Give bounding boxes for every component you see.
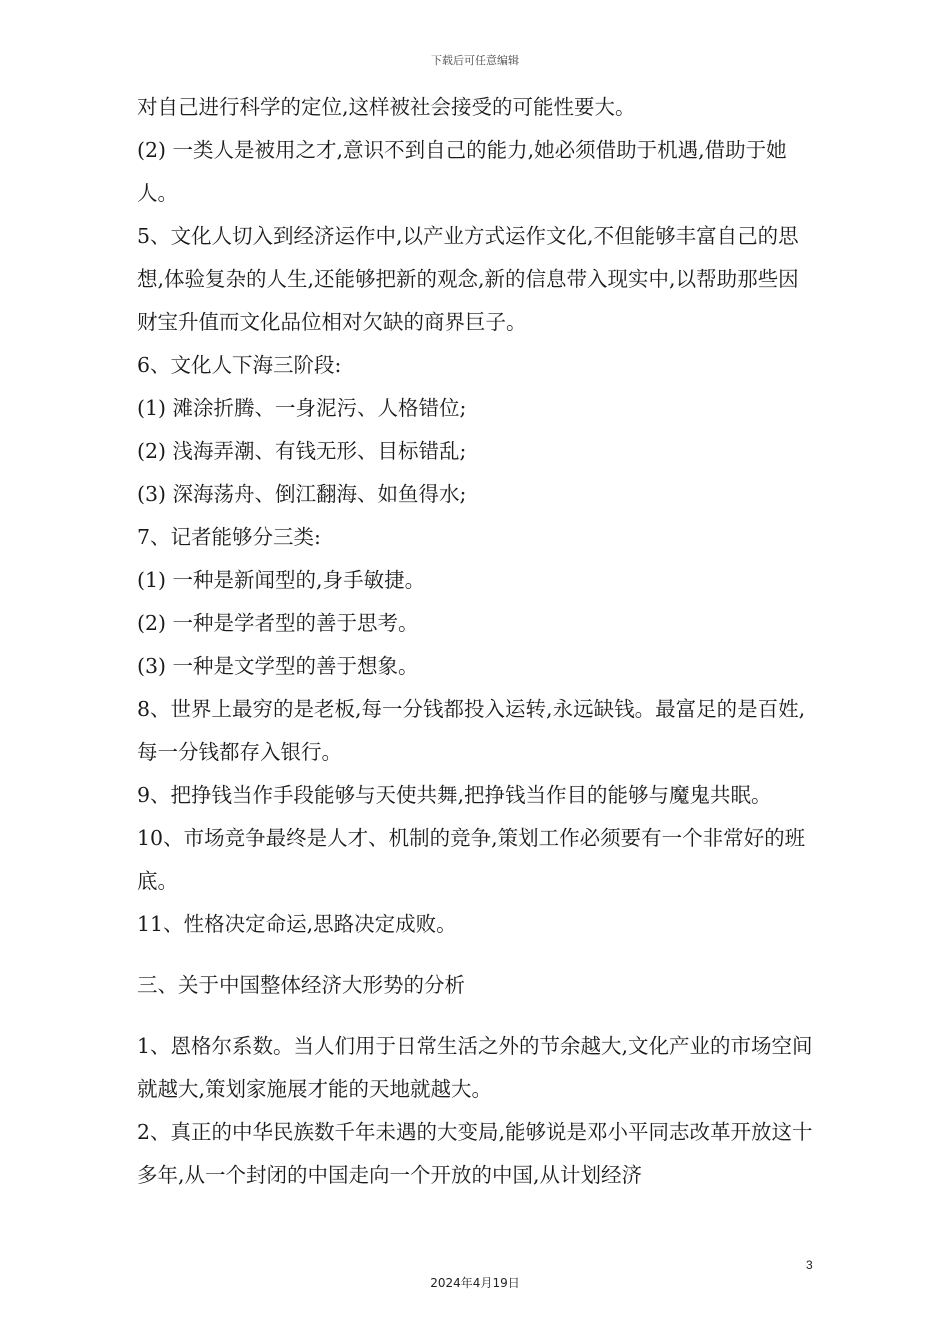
paragraph: 8、世界上最穷的是老板,每一分钱都投入运转,永远缺钱。最富足的是百姓,每一分钱都存入银行。 xyxy=(137,697,806,764)
paragraph: 7、记者能够分三类: xyxy=(137,525,321,549)
spacer xyxy=(137,1007,817,1025)
paragraph: 对自己进行科学的定位,这样被社会接受的可能性要大。 xyxy=(137,95,636,119)
paragraph: 1、恩格尔系数。当人们用于日常生活之外的节余越大,文化产业的市场空间就越大,策划家施展才能的天地就越大。 xyxy=(137,1034,813,1101)
page-number: 3 xyxy=(806,1258,813,1272)
paragraph: 2、真正的中华民族数千年未遇的大变局,能够说是邓小平同志改革开放这十多年,从一个封闭的中国走向一个开放的中国,从计划经济 xyxy=(137,1120,813,1187)
paragraph: (2) 浅海弄潮、有钱无形、目标错乱; xyxy=(137,439,467,463)
paragraph: (2) 一类人是被用之才,意识不到自己的能力,她必须借助于机遇,借助于她人。 xyxy=(137,138,787,205)
paragraph: (1) 滩涂折腾、一身泥污、人格错位; xyxy=(137,396,467,420)
paragraph: 10、市场竞争最终是人才、机制的竞争,策划工作必须要有一个非常好的班底。 xyxy=(137,826,806,893)
paragraph: (3) 一种是文学型的善于想象。 xyxy=(137,654,419,678)
document-body xyxy=(137,86,817,1197)
section-title: 三、关于中国整体经济大形势的分析 xyxy=(137,973,465,997)
page-header: 下载后可任意编辑 xyxy=(431,54,519,67)
paragraph: 9、把挣钱当作手段能够与天使共舞,把挣钱当作目的能够与魔鬼共眠。 xyxy=(137,783,772,807)
paragraph: 5、文化人切入到经济运作中,以产业方式运作文化,不但能够丰富自己的思想,体验复杂的人生,还能够把新的观念,新的信息带入现实中,以帮助那些因财宝升值而文化品位相对欠缺的商界巨子。 xyxy=(137,224,799,334)
paragraph: (3) 深海荡舟、倒江翻海、如鱼得水; xyxy=(137,482,467,506)
spacer xyxy=(137,946,817,964)
page-footer-date: 2024年4月19日 xyxy=(430,1276,520,1290)
paragraph: 6、文化人下海三阶段: xyxy=(137,353,342,377)
paragraph: 11、性格决定命运,思路决定成败。 xyxy=(137,912,457,936)
paragraph: (2) 一种是学者型的善于思考。 xyxy=(137,611,419,635)
paragraph: (1) 一种是新闻型的,身手敏捷。 xyxy=(137,568,426,592)
